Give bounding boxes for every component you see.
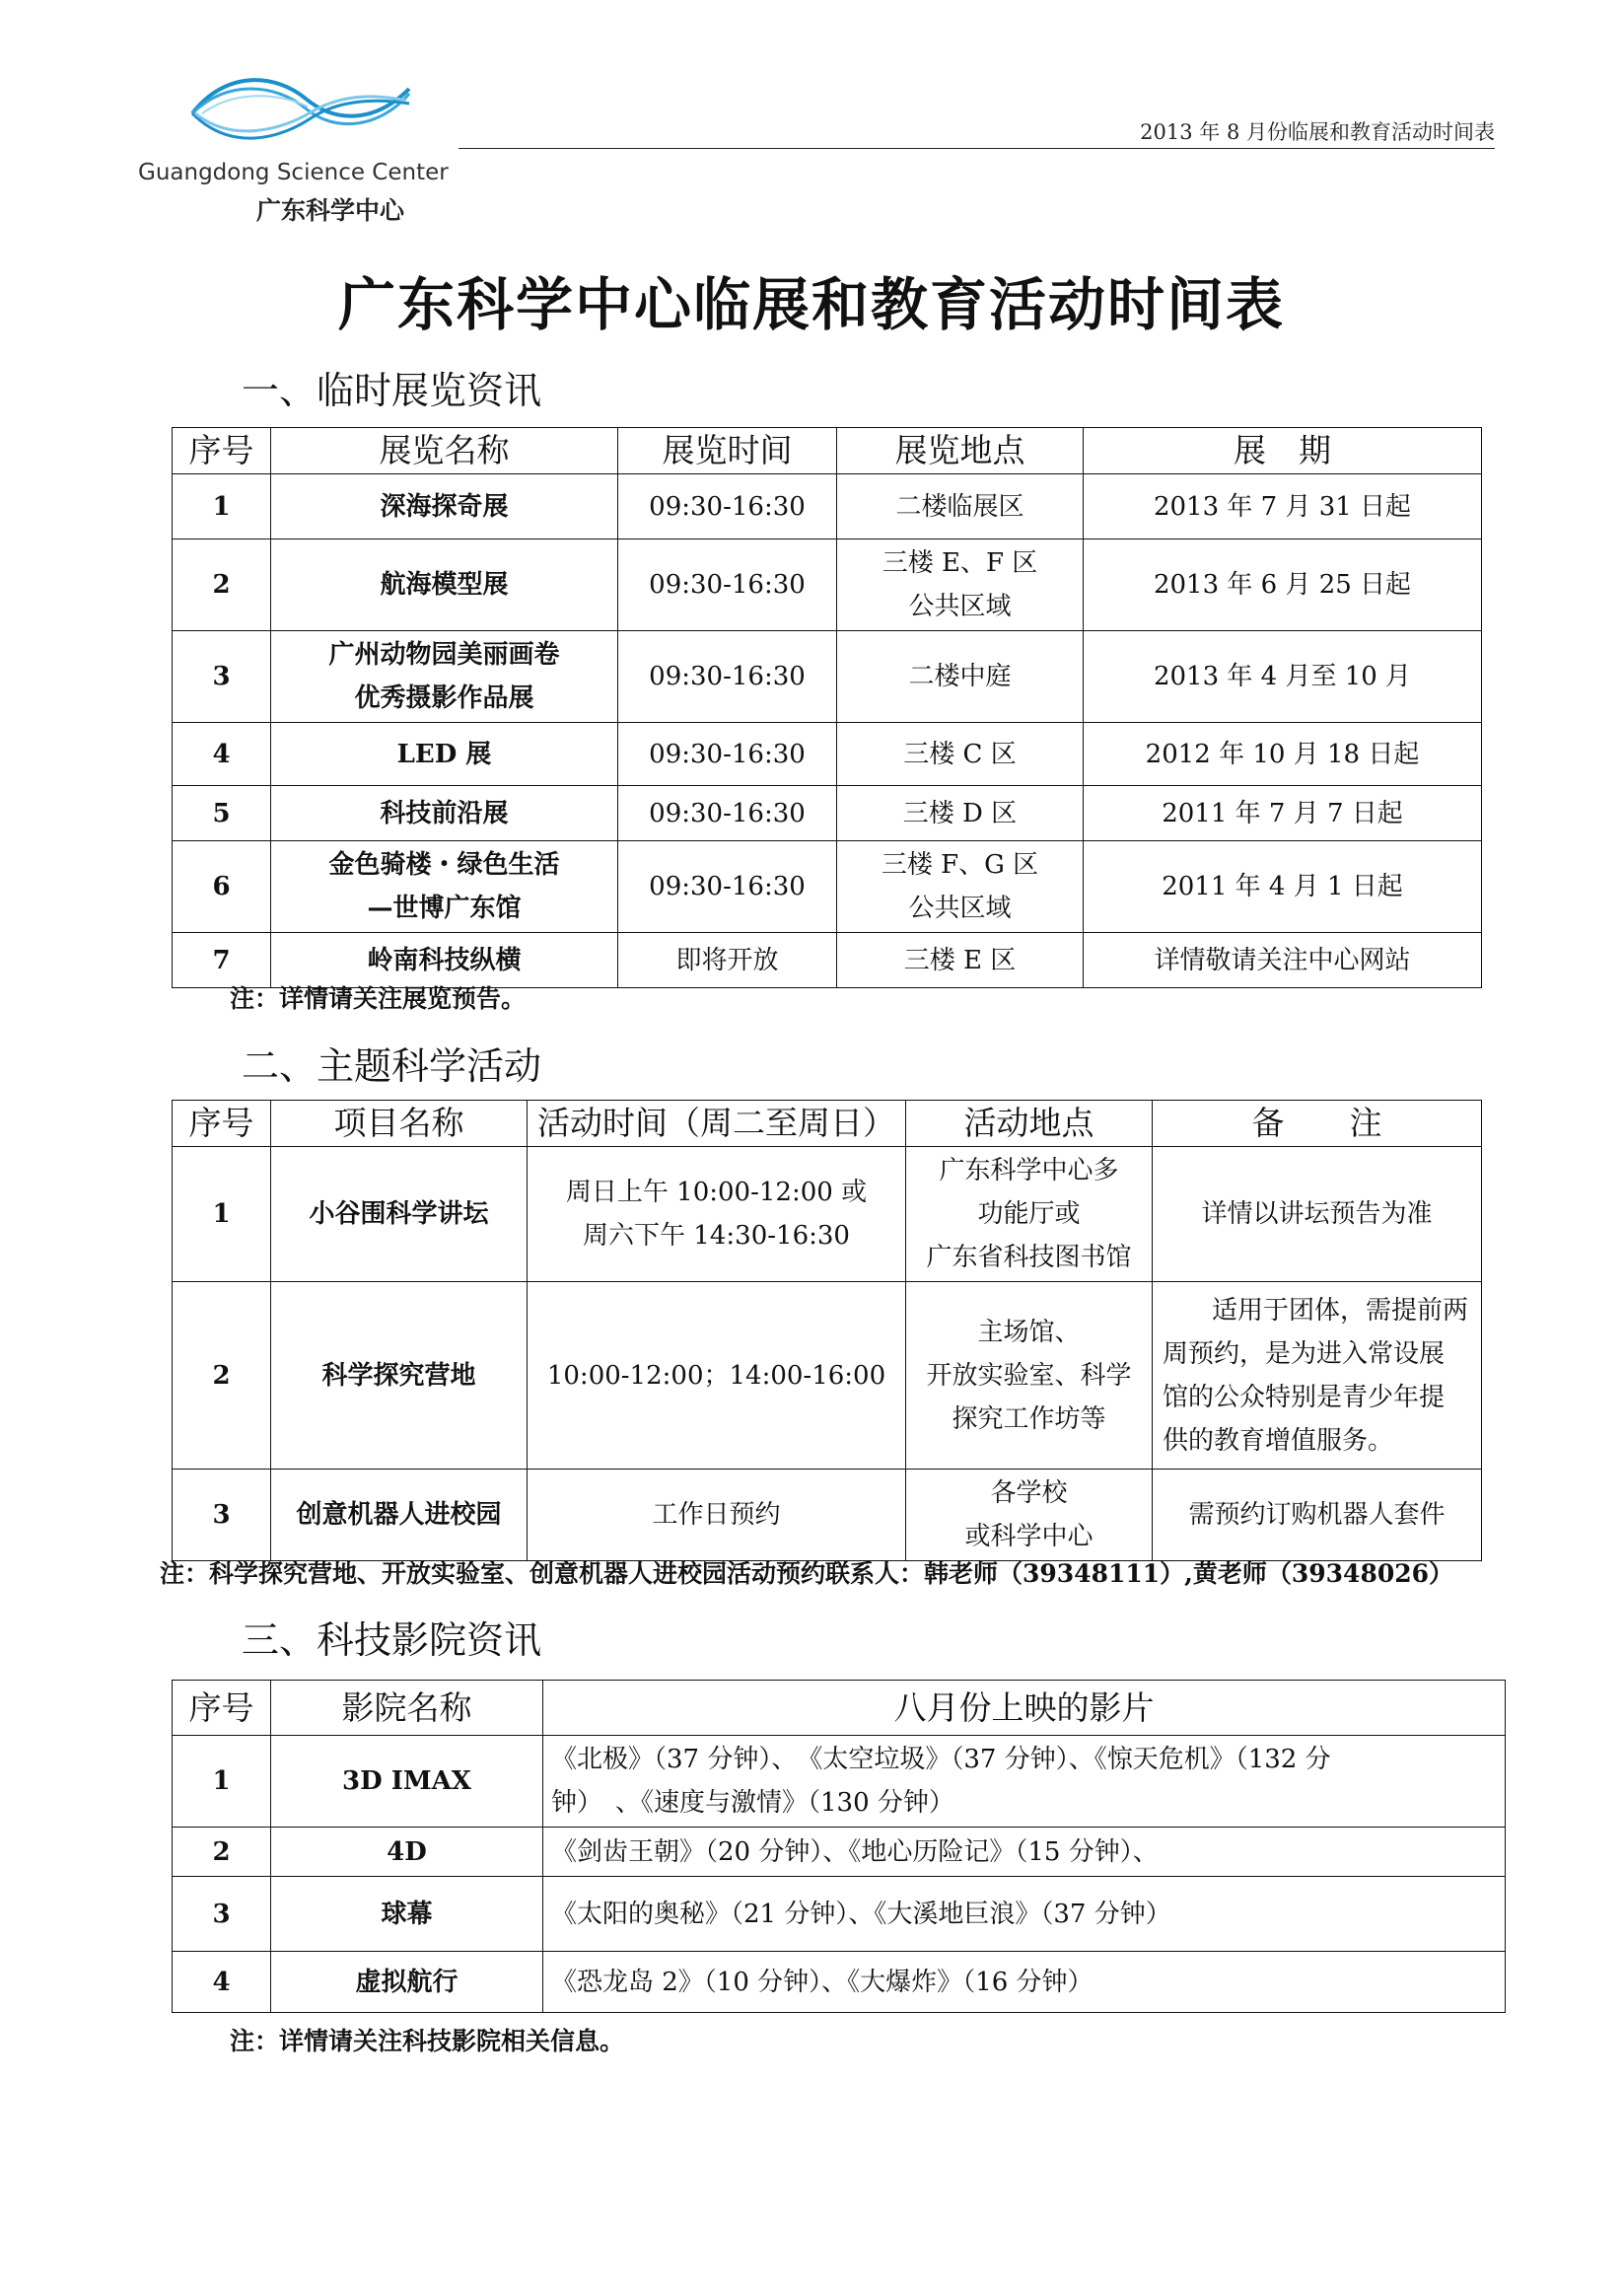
time-line: 周六下午 14:30-16:30 <box>583 1221 850 1251</box>
row-number: 1 <box>173 1147 271 1282</box>
row-number: 2 <box>173 1282 271 1470</box>
project-name: 科学探究营地 <box>271 1282 528 1470</box>
exhibition-name: 科技前沿展 <box>271 786 618 841</box>
cinema-name: 3D IMAX <box>271 1736 543 1828</box>
exhibition-time: 09:30-16:30 <box>618 841 837 933</box>
exhibition-place: 二楼临展区 <box>837 474 1084 539</box>
col-header: 序号 <box>173 1101 271 1147</box>
row-number: 6 <box>173 841 271 933</box>
remark-line: 详情以讲坛预告为准 <box>1201 1199 1433 1229</box>
activity-place <box>906 1282 1153 1470</box>
exhibition-name: 岭南科技纵横 <box>271 933 618 988</box>
activity-remark <box>1153 1282 1482 1470</box>
cinema-name: 4D <box>271 1828 543 1877</box>
exhibition-time: 09:30-16:30 <box>618 786 837 841</box>
films-line: 《北极》（37 分钟）、 《太空垃圾》（37 分钟）、《惊天危机》（132 分 <box>551 1745 1331 1774</box>
row-number: 1 <box>173 474 271 539</box>
exhibition-place <box>837 841 1084 933</box>
activity-time <box>528 1282 906 1470</box>
table-row <box>173 1952 1506 2013</box>
exhibition-time: 09:30-16:30 <box>618 723 837 786</box>
place-line: 各学校 <box>990 1478 1068 1508</box>
col-header: 展 期 <box>1084 428 1482 474</box>
films-line: 钟） 、《速度与激情》（130 分钟） <box>551 1788 954 1818</box>
exhibition-period: 详情敬请关注中心网站 <box>1084 933 1482 988</box>
cinema-films: 《剑齿王朝》（20 分钟）、《地心历险记》（15 分钟）、 <box>543 1828 1506 1877</box>
table-row <box>173 1282 1482 1470</box>
table-row <box>173 539 1482 631</box>
name-line: 广州动物园美丽画卷 <box>328 640 560 670</box>
activity-place <box>906 1470 1153 1561</box>
exhibition-place: 三楼 D 区 <box>837 786 1084 841</box>
exhibition-period: 2011 年 4 月 1 日起 <box>1084 841 1482 933</box>
logo-chinese-text: 广东科学中心 <box>256 196 405 225</box>
table-row <box>173 1470 1482 1561</box>
activity-remark <box>1153 1470 1482 1561</box>
col-header: 活动地点 <box>906 1101 1153 1147</box>
place-line: 公共区域 <box>908 592 1012 621</box>
cinema-films: 《恐龙岛 2》（10 分钟）、《大爆炸》（16 分钟） <box>543 1952 1506 2013</box>
table-header-row <box>173 1101 1482 1147</box>
col-header: 展览名称 <box>271 428 618 474</box>
exhibition-period: 2013 年 6 月 25 日起 <box>1084 539 1482 631</box>
logo <box>138 49 454 227</box>
table-row <box>173 786 1482 841</box>
time-line: 周日上午 10:00-12:00 或 <box>565 1178 868 1207</box>
exhibition-place <box>837 539 1084 631</box>
place-line: 公共区域 <box>908 894 1012 923</box>
table-row <box>173 1147 1482 1282</box>
place-line: 探究工作坊等 <box>952 1403 1106 1434</box>
header-caption: 2013 年 8 月份临展和教育活动时间表 <box>1140 120 1495 144</box>
cinema-table <box>172 1680 1506 2013</box>
row-number: 3 <box>173 1877 271 1952</box>
table-header-row <box>173 428 1482 474</box>
exhibition-table <box>172 427 1482 988</box>
name-line: —世博广东馆 <box>367 894 522 923</box>
col-header: 序号 <box>173 428 271 474</box>
exhibition-time: 09:30-16:30 <box>618 631 837 723</box>
exhibition-place: 二楼中庭 <box>837 631 1084 723</box>
logo-wave-icon <box>187 69 414 158</box>
place-line: 三楼 F、G 区 <box>881 850 1039 880</box>
exhibition-name: 深海探奇展 <box>271 474 618 539</box>
project-name: 小谷围科学讲坛 <box>271 1147 528 1282</box>
section2-heading: 二、主题科学活动 <box>242 1044 542 1088</box>
cinema-name: 球幕 <box>271 1877 543 1952</box>
logo-english-text: Guangdong Science Center <box>138 160 449 185</box>
activity-table <box>172 1100 1482 1561</box>
col-header: 展览地点 <box>837 428 1084 474</box>
col-header: 备 注 <box>1153 1101 1482 1147</box>
row-number: 5 <box>173 786 271 841</box>
remark-line: 周预约，是为进入常设展 <box>1163 1338 1446 1369</box>
col-header: 序号 <box>173 1681 271 1736</box>
col-header: 活动时间（周二至周日） <box>528 1101 906 1147</box>
cinema-films: 《太阳的奥秘》（21 分钟）、《大溪地巨浪》（37 分钟） <box>543 1877 1506 1952</box>
exhibition-name: LED 展 <box>271 723 618 786</box>
col-header: 影院名称 <box>271 1681 543 1736</box>
exhibition-place: 三楼 E 区 <box>837 933 1084 988</box>
place-line: 功能厅或 <box>977 1199 1081 1229</box>
activity-place <box>906 1147 1153 1282</box>
place-line: 三楼 E、F 区 <box>882 548 1038 578</box>
section1-note: 注：详情请关注展览预告。 <box>230 984 527 1013</box>
remark-line: 适用于团体，需提前两 <box>1212 1295 1469 1326</box>
section3-heading: 三、科技影院资讯 <box>242 1618 542 1662</box>
table-row <box>173 841 1482 933</box>
exhibition-time: 09:30-16:30 <box>618 474 837 539</box>
table-row <box>173 1736 1506 1828</box>
page-title: 广东科学中心临展和教育活动时间表 <box>337 271 1285 338</box>
activity-time <box>528 1147 906 1282</box>
table-row <box>173 1828 1506 1877</box>
exhibition-period: 2011 年 7 月 7 日起 <box>1084 786 1482 841</box>
table-row <box>173 631 1482 723</box>
place-line: 开放实验室、科学 <box>926 1360 1132 1391</box>
activity-remark <box>1153 1147 1482 1282</box>
table-row <box>173 723 1482 786</box>
exhibition-name: 航海模型展 <box>271 539 618 631</box>
exhibition-name <box>271 631 618 723</box>
table-row <box>173 474 1482 539</box>
row-number: 3 <box>173 1470 271 1561</box>
place-line: 广东科学中心多 <box>939 1156 1119 1185</box>
exhibition-period: 2012 年 10 月 18 日起 <box>1084 723 1482 786</box>
name-line: 金色骑楼・绿色生活 <box>328 850 560 880</box>
row-number: 2 <box>173 1828 271 1877</box>
col-header: 八月份上映的影片 <box>543 1681 1506 1736</box>
col-header: 展览时间 <box>618 428 837 474</box>
time-line: 10:00-12:00；14:00-16:00 <box>546 1360 886 1391</box>
section3-note: 注：详情请关注科技影院相关信息。 <box>230 2027 625 2055</box>
cinema-films <box>543 1736 1506 1828</box>
row-number: 2 <box>173 539 271 631</box>
remark-line: 需预约订购机器人套件 <box>1188 1500 1446 1530</box>
row-number: 7 <box>173 933 271 988</box>
exhibition-time: 09:30-16:30 <box>618 539 837 631</box>
remark-line: 供的教育增值服务。 <box>1163 1425 1394 1456</box>
time-line: 工作日预约 <box>652 1500 781 1530</box>
project-name: 创意机器人进校园 <box>271 1470 528 1561</box>
row-number: 1 <box>173 1736 271 1828</box>
activity-time <box>528 1470 906 1561</box>
exhibition-time: 即将开放 <box>618 933 837 988</box>
section1-heading: 一、临时展览资讯 <box>242 369 542 412</box>
table-header-row <box>173 1681 1506 1736</box>
name-line: 优秀摄影作品展 <box>354 683 534 713</box>
place-line: 主场馆、 <box>977 1317 1081 1347</box>
col-header: 项目名称 <box>271 1101 528 1147</box>
row-number: 4 <box>173 723 271 786</box>
exhibition-period: 2013 年 7 月 31 日起 <box>1084 474 1482 539</box>
exhibition-period: 2013 年 4 月至 10 月 <box>1084 631 1482 723</box>
place-line: 或科学中心 <box>964 1522 1094 1551</box>
header-divider <box>459 148 1495 149</box>
section2-note: 注：科学探究营地、开放实验室、创意机器人进校园活动预约联系人：韩老师（39348111）,黄老师（39348026） <box>160 1559 1454 1588</box>
remark-line: 馆的公众特别是青少年提 <box>1163 1382 1446 1412</box>
cinema-name: 虚拟航行 <box>271 1952 543 2013</box>
exhibition-name <box>271 841 618 933</box>
table-row <box>173 1877 1506 1952</box>
exhibition-place: 三楼 C 区 <box>837 723 1084 786</box>
place-line: 广东省科技图书馆 <box>926 1243 1132 1272</box>
row-number: 4 <box>173 1952 271 2013</box>
row-number: 3 <box>173 631 271 723</box>
